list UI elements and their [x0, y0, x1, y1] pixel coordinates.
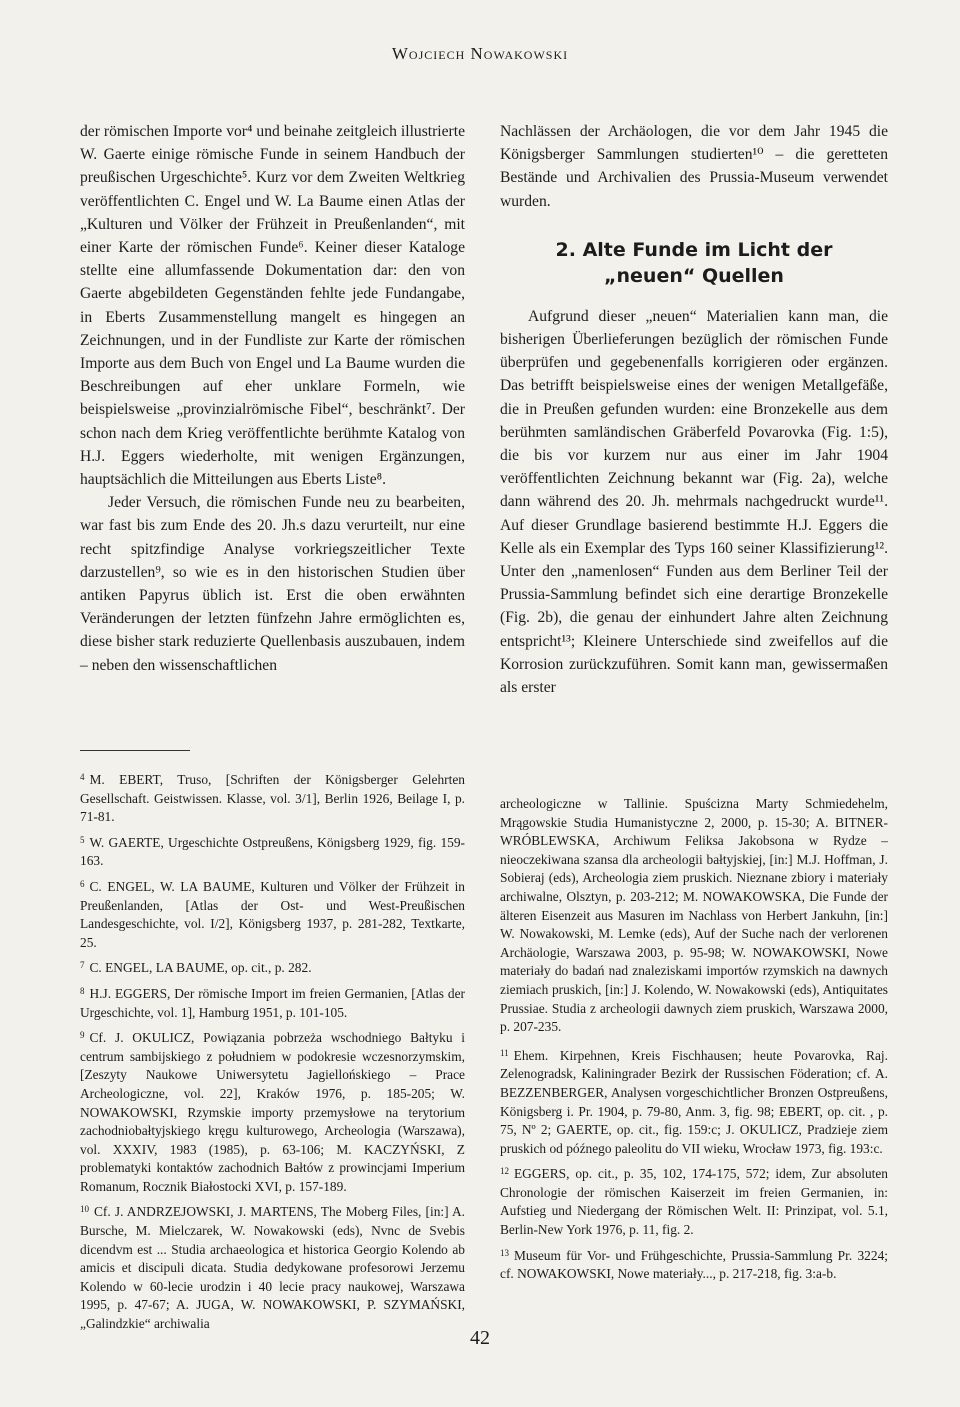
footnote-number: 9: [80, 1030, 85, 1041]
footnote-text: Cf. J. ANDRZEJOWSKI, J. MARTENS, The Moberg Files, [in:] A. Bursche, M. Mielczarek, W. Nowakowski (eds), Nvnc de Svebis dicendvm est ... Studia archaeologica et historica Georgio Kolendo ab amicis et discipuli dicata. Studia dedykowane profesorowi Jerzemu Kolendo w 60-lecie urodzin i 40 lecie pracy naukowej, Warszawa 1995, p. 47-67; A. JUGA, W. NOWAKOWSKI, P. SZYMAŃSKI, „Galindzkie“ archiwalia: [80, 1204, 465, 1332]
footnote-text: Museum für Vor- und Frühgeschichte, Prussia-Sammlung Pr. 3224; cf. NOWAKOWSKI, Nowe materiały..., p. 217-218, fig. 3:a-b.: [500, 1247, 888, 1282]
footnote-text: H.J. EGGERS, Der römische Import im freien Germanien, [Atlas der Urgeschichte, vol. 1], Hamburg 1951, p. 101-105.: [80, 985, 465, 1020]
paragraph: Aufgrund dieser „neuen“ Materialien kann man, die bisherigen Überlieferungen bezüglich der römischen Funde überprüfen und gegebenenfalls korrigieren oder ergänzen. Das betrifft beispielsweise eines der wenigen Metallgefäße, die in Preußen gefunden wurden: eine Bronzekelle aus dem berühmten samländischen Gräberfeld Povarovka (Fig. 1:5), die bis vor kurzem nur aus einer im Jahr 1904 veröffentlichten Zeichnung bekannt war (Fig. 2a), welche dann während des 20. Jh. mehrmals nachgedruckt wurde¹¹. Auf dieser Grundlage basierend bestimmte H.J. Eggers die Kelle als ein Exemplar des Typs 160 seiner Klassifizierung¹². Unter den „namenlosen“ Funden aus dem Berliner Teil der Prussia-Sammlung befindet sich eine derartige Bronzekelle (Fig. 2b), die genau der einhundert Jahre alten Zeichnung entspricht¹³; Kleinere Unterschiede sind zweifellos auf die Korrosion zurückzuführen. Somit kann man, gewissermaßen als erster: [500, 307, 888, 697]
footnote-number: 11: [500, 1047, 509, 1058]
footnote-text: EGGERS, op. cit., p. 35, 102, 174-175, 572; idem, Zur absoluten Chronologie der römischen Kaiserzeit im freien Germanien, in: Aufstieg und Niedergang der Römischen Welt. II: Prinzipat, vol. 5.1, Berlin-New York 1976, p. 11, fig. 2.: [500, 1166, 888, 1238]
footnote-text: C. ENGEL, W. LA BAUME, Kulturen und Völker der Frühzeit in Preußenlanden, [Atlas der Ost- und West-Preußischen Landesgeschichte, vol. I/2], Königsberg 1937, p. 281-282, Textkarte, 25.: [80, 878, 465, 950]
footnote-number: 13: [500, 1247, 509, 1258]
footnote-text: M. EBERT, Truso, [Schriften der Königsberger Gelehrten Gesellschaft. Geistwissen. Klasse, vol. 3/1], Berlin 1926, Beilage I, p. 71-81.: [80, 772, 465, 825]
footnote: [500, 1244, 888, 1284]
section-heading: 2. Alte Funde im Licht der „neuen“ Quellen: [555, 238, 833, 287]
footnote-text: C. ENGEL, LA BAUME, op. cit., p. 282.: [89, 960, 312, 976]
footnotes-left: [80, 768, 465, 1338]
page-number: 42: [470, 1327, 490, 1349]
footnotes-right: [500, 795, 888, 1288]
paragraph: Nachlässen der Archäologen, die vor dem Jahr 1945 die Königsberger Sammlungen studierten¹⁰ – die geretteten Bestände und Archivalien des Prussia-Museum verwendet wurden.: [500, 123, 888, 210]
paragraph: der römischen Importe vor⁴ und beinahe zeitgleich illustrierte W. Gaerte einige römische Funde in seinem Handbuch der preußischen Urgeschichte⁵. Kurz vor dem Zweiten Weltkrieg veröffentlichten C. Engel und W. La Baume einen Atlas der „Kulturen und Völker der Frühzeit in Preußenlanden“, mit einer Karte der römischen Funde⁶. Keiner dieser Kataloge stellte eine allumfassende Dokumentation dar: den von Gaerte abgebildeten Gegenständen fehlte jede Fundangabe, in Eberts Zusammenstellung mangelt es hingegen an Zeichnungen, und in der Fundliste zur Karte der römischen Importe aus dem Buch von Engel und La Baume wurden die Beschreibungen auf eher unklare Formeln, wie beispielsweise „provinzialrömische Fibel“, beschränkt⁷. Der schon nach dem Krieg veröffentlichte berühmte Katalog von H.J. Eggers wiederholte, mit wenigen Ergänzungen, hauptsächlich die Mitteilungen aus Eberts Liste⁸.: [80, 123, 465, 489]
footnote: [80, 831, 465, 871]
footnote-number: 7: [80, 960, 85, 971]
footnote: [500, 1162, 888, 1239]
footnote: [80, 1026, 465, 1196]
footnote-number: 10: [80, 1204, 89, 1215]
footnote-text: Ehem. Kirpehnen, Kreis Fischhausen; heute Povarovka, Raj. Zelenogradsk, Kaliningrader Bezirk der Russischen Föderation; cf. A. BEZZENBERGER, Analysen vorgeschichtlicher Bronzen Ostpreußens, Königsberg i. Pr. 1904, p. 79-80, Anm. 3, fig. 98; EBERT, op. cit. , p. 75, Nº 2; GAERTE, op. cit., fig. 159:c; J. OKULICZ, Pradzieje ziem pruskich od późnego paleolitu do VII wieku, Wrocław 1973, fig. 193:c.: [500, 1047, 888, 1156]
footnote: [80, 956, 465, 978]
footnote-number: 6: [80, 878, 85, 889]
footnote: [80, 982, 465, 1022]
footnote: [80, 1200, 465, 1333]
paragraph: Jeder Versuch, die römischen Funde neu zu bearbeiten, war fast bis zum Ende des 20. Jh.s dazu verurteilt, nur eine recht spitzfindige Analyse vorkriegszeitlicher Texte darzustellen⁹, so wie es in den historischen Studien über antiken Papyrus üblich ist. Erst die oben erwähnten Veränderungen der letzten fünfzehn Jahre ermöglichten es, diese bisher stark reduzierte Quellenbasis auszubauen, indem – neben den wissenschaftlichen: [80, 494, 465, 674]
footnote-divider: [80, 750, 190, 751]
running-header: Wojciech Nowakowski: [391, 44, 569, 63]
footnote: [500, 1044, 888, 1159]
right-text-column: [500, 120, 888, 699]
footnote-number: 5: [80, 834, 85, 845]
footnote-number: 12: [500, 1166, 509, 1177]
footnote: [80, 875, 465, 952]
left-text-column: [80, 120, 465, 677]
footnote-number: 8: [80, 985, 85, 996]
footnote-text: Cf. J. OKULICZ, Powiązania pobrzeża wschodniego Bałtyku i centrum sambijskiego z południem w podokresie wczesnorzymskim, [Zeszyty Naukowe Uniwersytetu Jagiellońskiego – Prace Archeologiczne, vol. 22], Kraków 1976, p. 185-205; W. NOWAKOWSKI, Rzymskie importy przemysłowe na terytorium zachodniobałtyjskiego kręgu kulturowego, Archeologia (Warszawa), vol. XXXIV, 1983 (1985), p. 63-106; M. KACZYŃSKI, Z problematyki kontaktów zachodnich Bałtów z prowincjami Imperium Romanum, Rocznik Białostocki XVI, p. 157-189.: [80, 1030, 465, 1194]
footnote: [80, 768, 465, 827]
footnote-text: W. GAERTE, Urgeschichte Ostpreußens, Königsberg 1929, fig. 159-163.: [80, 834, 465, 869]
footnote-continuation: archeologiczne w Tallinie. Spuścizna Marty Schmiedehelm, Mrągowskie Studia Humanistyczne 2, 2000, p. 15-30; A. BITNER-WRÓBLEWSKA, Archiwum Feliksa Jakobsona w Rydze – nieoczekiwana szansa dla archeologii bałtyjskiej, [in:] M.J. Hoffman, J. Sobieraj (eds), Archeologia ziem pruskich. Nieznane zbiory i materiały archiwalne, Olsztyn, p. 203-212; M. NOWAKOWSKA, Die Funde der älteren Eisenzeit aus Masuren im Nachlass von Herbert Jankuhn, [in:] W. Nowakowski, M. Lemke (eds), Auf der Suche nach der verlorenen Archäologie, Warszawa 2003, p. 95-98; W. NOWAKOWSKI, Nowe materiały do badań nad znaleziskami importów rzymskich na dawnych ziemiach pruskich, [in:] J. Kolendo, W. Nowakowski (eds), Antiquitates Prussiae. Studia z archeologii dawnych ziem pruskich, Warszawa 2000, p. 207-235.: [500, 796, 888, 1035]
footnote-number: 4: [80, 772, 85, 782]
